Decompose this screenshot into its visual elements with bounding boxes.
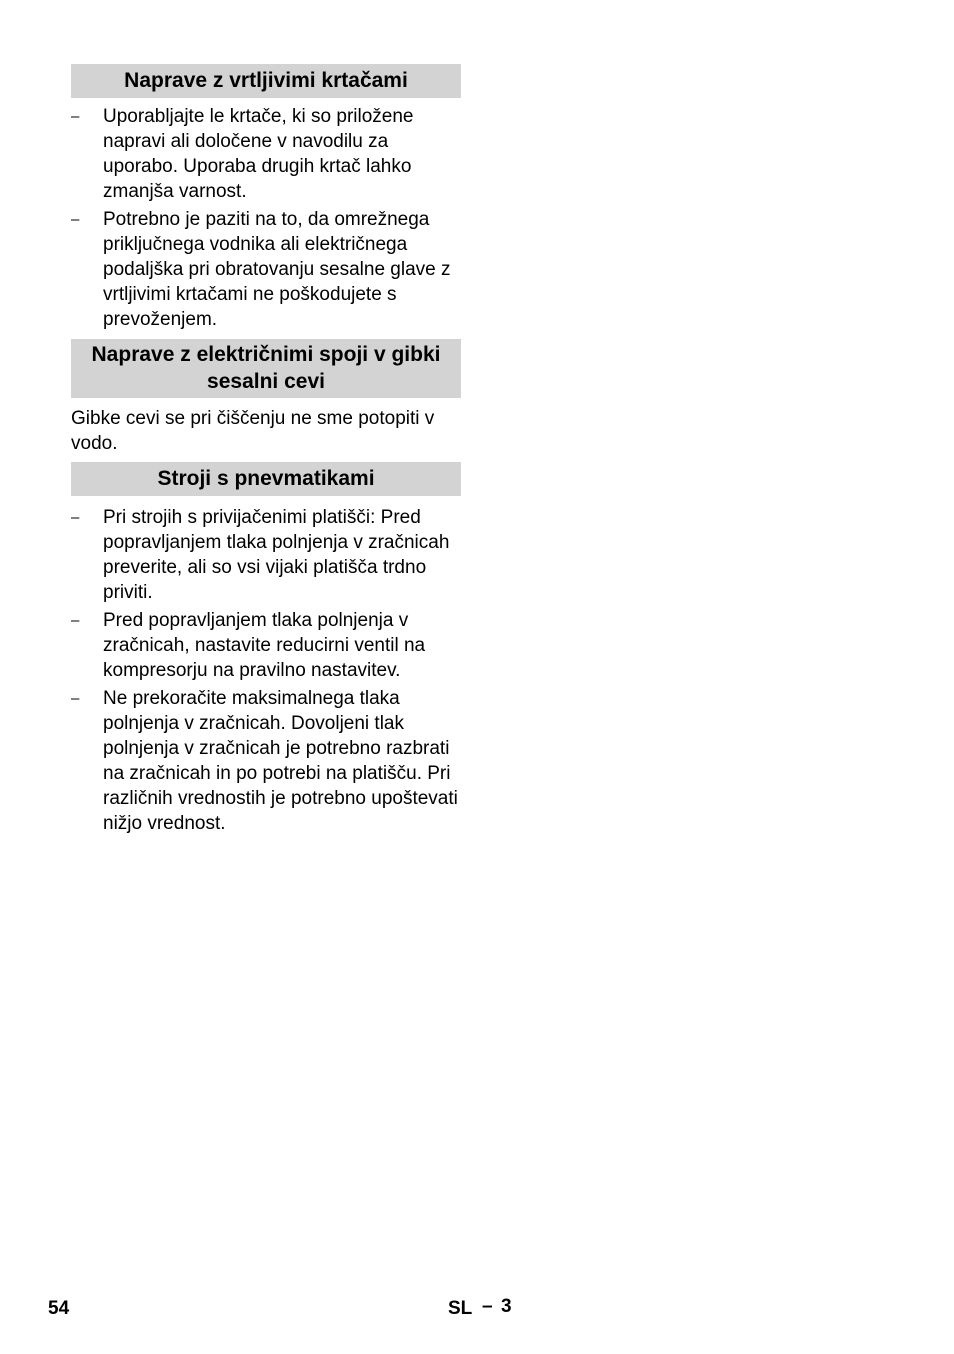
- list-item: [71, 686, 461, 836]
- rotating-brushes-list: [71, 104, 461, 332]
- list-item-text: Ne prekoračite maksimalnega tlaka polnjenja v zračnicah. Dovoljeni tlak polnjenja v zračnicah je potrebno razbrati na zračnicah in po potrebi na platišču. Pri različnih vrednostih je potrebno upoštevati nižjo vrednost.: [103, 688, 458, 834]
- section-heading-tyres: Stroji s pnevmatikami: [71, 462, 461, 496]
- list-item: [71, 608, 461, 683]
- list-item: [71, 104, 461, 204]
- electrical-hose-paragraph: Gibke cevi se pri čiščenju ne sme potopiti v vodo.: [71, 408, 435, 454]
- list-item: [71, 207, 461, 332]
- list-item: [71, 505, 461, 605]
- bullet-dash: –: [71, 690, 80, 707]
- bullet-dash: –: [71, 612, 80, 629]
- footer-page-number: 54: [48, 1298, 70, 1319]
- bullet-dash: –: [71, 509, 80, 526]
- footer-separator: –: [482, 1296, 493, 1317]
- bullet-dash: –: [71, 108, 80, 125]
- main-column: [71, 64, 461, 839]
- list-item-text: Uporabljajte le krtače, ki so priložene napravi ali določene v navodilu za uporabo. Uporaba drugih krtač lahko zmanjša varnost.: [103, 106, 414, 202]
- list-item-text: Pred popravljanjem tlaka polnjenja v zračnicah, nastavite reducirni ventil na kompresorju na pravilno nastavitev.: [103, 610, 426, 681]
- section-heading-rotating-brushes: Naprave z vrtljivimi krtačami: [71, 64, 461, 98]
- tyres-list: [71, 505, 461, 836]
- footer-language-code: SL: [448, 1298, 473, 1319]
- footer-section-page: 3: [501, 1296, 512, 1317]
- section-heading-electrical-hose: Naprave z električnimi spoji v gibki sesalni cevi: [71, 339, 461, 398]
- list-item-text: Potrebno je paziti na to, da omrežnega priključnega vodnika ali električnega podaljška pri obratovanju sesalne glave z vrtljivimi krtačami ne poškodujete s prevoženjem.: [103, 209, 451, 330]
- bullet-dash: –: [71, 211, 80, 228]
- list-item-text: Pri strojih s privijačenimi platišči: Pred popravljanjem tlaka polnjenja v zračnicah preverite, ali so vsi vijaki platišča trdno priviti.: [103, 507, 450, 603]
